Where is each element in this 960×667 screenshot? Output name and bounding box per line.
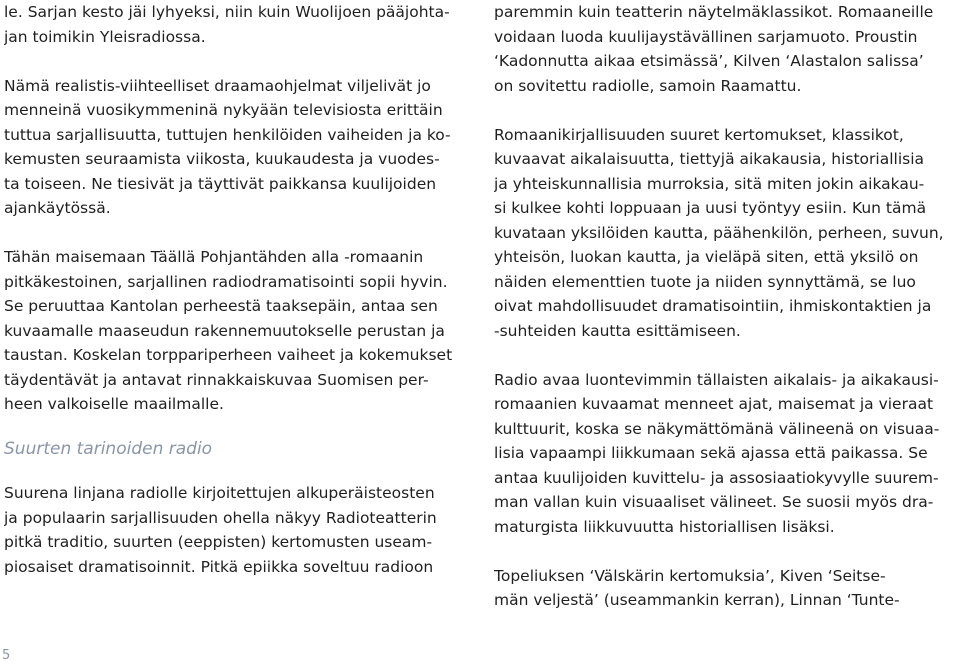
text-line: män veljestä’ (useammankin kerran), Linnan ‘Tunte- — [494, 591, 900, 609]
text-line: paremmin kuin teatterin näytelmäklassikot. Romaaneille — [494, 3, 934, 21]
text-line: Romaanikirjallisuuden suuret kertomukset, klassikot, — [494, 125, 904, 144]
paragraph-suurena — [4, 481, 472, 579]
text-line: ja populaarin sarjallisuuden ohella näkyy Radioteatterin — [4, 508, 437, 527]
text-line: on sovitettu radiolle, samoin Raamattu. — [494, 76, 802, 95]
paragraph-romaani — [494, 123, 956, 344]
text-line: Topeliuksen ‘Välskärin kertomuksia’, Kiven ‘Seitse- — [494, 566, 886, 585]
text-line: menneinä vuosikymmeninä nykyään televisiosta erittäin — [4, 101, 443, 119]
text-line: näiden elementtien tuote ja niiden synnyttämä, se luo — [494, 272, 916, 291]
text-line: voidaan luoda kuulijaystävällinen sarjamuoto. Proustin — [494, 27, 918, 46]
text-line: ajankäytössä. — [4, 199, 111, 217]
text-line: ja yhteiskunnallisia murroksia, sitä miten jokin aikakau- — [494, 174, 925, 193]
text-line: Suurena linjana radiolle kirjoitettujen alkuperäisteosten — [4, 484, 435, 502]
text-line: piosaiset dramatisoinnit. Pitkä epiikka soveltuu radioon — [4, 557, 434, 576]
text-line: -suhteiden kautta esittämiseen. — [494, 321, 741, 340]
text-line: si kulkee kohti loppuaan ja uusi työntyy esiin. Kun tämä — [494, 199, 927, 217]
text-line: Tähän maisemaan Täällä Pohjantähden alla -romaanin — [4, 248, 424, 266]
text-line: täydentävät ja antavat rinnakkaiskuvaa Suomisen per- — [4, 370, 429, 389]
text-line: Nämä realistis-viihteelliset draamaohjelmat viljelivät jo — [4, 76, 431, 95]
text-line: tuttua sarjallisuutta, tuttujen henkilöiden vaiheiden ja ko- — [4, 125, 451, 144]
paragraph-teatteri — [494, 0, 956, 98]
text-line: lisia vapaampi liikkumaan sekä ajassa että paikassa. Se — [494, 444, 928, 462]
right-column — [494, 0, 956, 613]
text-line: antaa kuulijoiden kuvittelu- ja assosiaatiokyvylle suurem- — [494, 468, 939, 487]
paragraph-tahan — [4, 245, 472, 417]
text-line: romaanien kuvaamat menneet ajat, maisemat ja vieraat — [494, 395, 934, 413]
text-line: man vallan kuin visuaaliset välineet. Se suosii myös dra- — [494, 493, 934, 511]
text-line: kuvataan yksilöiden kautta, päähenkilön, perheen, suvun, — [494, 223, 944, 242]
text-line: le. Sarjan kesto jäi lyhyeksi, niin kuin Wuolijoen pääjohta- — [4, 3, 450, 21]
text-line: Se peruuttaa Kantolan perheestä taaksepäin, antaa sen — [4, 297, 438, 315]
page-number: 5 — [2, 648, 11, 663]
text-line: kulttuurit, koska se näkymättömänä välineenä on visuaa- — [494, 419, 940, 438]
paragraph-radio — [494, 368, 956, 540]
text-line: pitkä traditio, suurten (eeppisten) kertomusten useam- — [4, 533, 433, 551]
text-line: heen valkoiselle maailmalle. — [4, 395, 224, 413]
text-line: kuvaamalle maaseudun rakennemuutokselle perustan ja — [4, 321, 445, 340]
text-line: ‘Kadonnutta aikaa etsimässä’, Kilven ‘Alastalon salissa’ — [494, 52, 924, 70]
text-line: oivat mahdollisuudet dramatisointiin, ihmiskontaktien ja — [494, 297, 932, 315]
text-line: Radio avaa luontevimmin tällaisten aikalais- ja aikakausi- — [494, 370, 939, 389]
text-line: yhteisön, luokan kautta, ja vieläpä siten, että yksilö on — [494, 248, 919, 266]
text-line: taustan. Koskelan torppariperheen vaiheet ja kokemukset — [4, 346, 453, 364]
text-line: jan toimikin Yleisradiossa. — [4, 27, 206, 46]
left-column — [4, 0, 472, 579]
text-line: maturgista liikkuvuutta historiallisen lisäksi. — [494, 517, 835, 536]
text-line: ta toiseen. Ne tiesivät ja täyttivät paikkansa kuulijoiden — [4, 174, 437, 193]
text-line: kemusten seuraamista viikosta, kuukaudesta ja vuodes- — [4, 150, 440, 168]
text-line: kuvaavat aikalaisuutta, tiettyjä aikakausia, historiallisia — [494, 150, 925, 168]
paragraph-topelius — [494, 564, 956, 613]
paragraph-realism — [4, 74, 472, 221]
text-line: pitkäkestoinen, sarjallinen radiodramatisointi sopii hyvin. — [4, 272, 448, 291]
section-heading: Suurten tarinoiden radio — [4, 438, 213, 459]
paragraph-intro — [4, 0, 472, 49]
